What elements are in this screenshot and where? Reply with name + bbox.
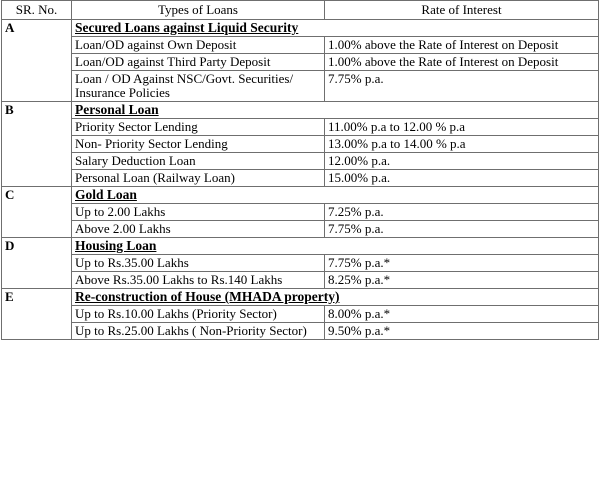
interest-rate-cell: 1.00% above the Rate of Interest on Deposit [325, 54, 599, 71]
loan-type-cell: Up to Rs.10.00 Lakhs (Priority Sector) [72, 306, 325, 323]
table-row [2, 71, 599, 102]
section-title-row [2, 289, 599, 306]
table-row [2, 136, 599, 153]
loan-interest-table [1, 0, 599, 340]
table-row [2, 119, 599, 136]
loan-type-cell: Above Rs.35.00 Lakhs to Rs.140 Lakhs [72, 272, 325, 289]
loan-type-cell: Priority Sector Lending [72, 119, 325, 136]
sr-no-cell: E [2, 289, 72, 340]
interest-rate-cell: 7.75% p.a. [325, 221, 599, 238]
table-row [2, 54, 599, 71]
table-row [2, 204, 599, 221]
section-title-row [2, 20, 599, 37]
table-body [2, 20, 599, 340]
loan-type-cell: Salary Deduction Loan [72, 153, 325, 170]
section-title: Housing Loan [72, 238, 599, 255]
table-header [2, 1, 599, 20]
loan-type-cell: Up to Rs.35.00 Lakhs [72, 255, 325, 272]
interest-rate-cell: 15.00% p.a. [325, 170, 599, 187]
interest-rate-cell: 7.75% p.a. [325, 71, 599, 102]
loan-type-cell: Loan/OD against Third Party Deposit [72, 54, 325, 71]
section-title: Personal Loan [72, 102, 599, 119]
header-types-of-loans: Types of Loans [72, 1, 325, 20]
sr-no-cell: B [2, 102, 72, 187]
section-title: Gold Loan [72, 187, 599, 204]
section-title-row [2, 187, 599, 204]
table-row [2, 170, 599, 187]
loan-type-cell: Up to 2.00 Lakhs [72, 204, 325, 221]
loan-type-cell: Personal Loan (Railway Loan) [72, 170, 325, 187]
interest-rate-cell: 8.25% p.a.* [325, 272, 599, 289]
interest-rate-cell: 7.75% p.a.* [325, 255, 599, 272]
interest-rate-cell: 11.00% p.a to 12.00 % p.a [325, 119, 599, 136]
table-row [2, 153, 599, 170]
section-title: Secured Loans against Liquid Security [72, 20, 599, 37]
table-row [2, 323, 599, 340]
interest-rate-cell: 9.50% p.a.* [325, 323, 599, 340]
sr-no-cell: D [2, 238, 72, 289]
table-row [2, 272, 599, 289]
loan-type-cell: Up to Rs.25.00 Lakhs ( Non-Priority Sector) [72, 323, 325, 340]
header-sr-no: SR. No. [2, 1, 72, 20]
interest-rate-cell: 7.25% p.a. [325, 204, 599, 221]
table-row [2, 255, 599, 272]
sr-no-cell: A [2, 20, 72, 102]
interest-rate-cell: 13.00% p.a to 14.00 % p.a [325, 136, 599, 153]
interest-rate-cell: 1.00% above the Rate of Interest on Deposit [325, 37, 599, 54]
header-row [2, 1, 599, 20]
header-rate-of-interest: Rate of Interest [325, 1, 599, 20]
loan-type-cell: Above 2.00 Lakhs [72, 221, 325, 238]
interest-rate-cell: 12.00% p.a. [325, 153, 599, 170]
loan-type-cell: Non- Priority Sector Lending [72, 136, 325, 153]
table-row [2, 306, 599, 323]
loan-type-cell: Loan/OD against Own Deposit [72, 37, 325, 54]
loan-type-cell: Loan / OD Against NSC/Govt. Securities/ Insurance Policies [72, 71, 325, 102]
interest-rate-cell: 8.00% p.a.* [325, 306, 599, 323]
section-title: Re-construction of House (MHADA property) [72, 289, 599, 306]
section-title-row [2, 238, 599, 255]
sr-no-cell: C [2, 187, 72, 238]
table-row [2, 221, 599, 238]
table-row [2, 37, 599, 54]
section-title-row [2, 102, 599, 119]
